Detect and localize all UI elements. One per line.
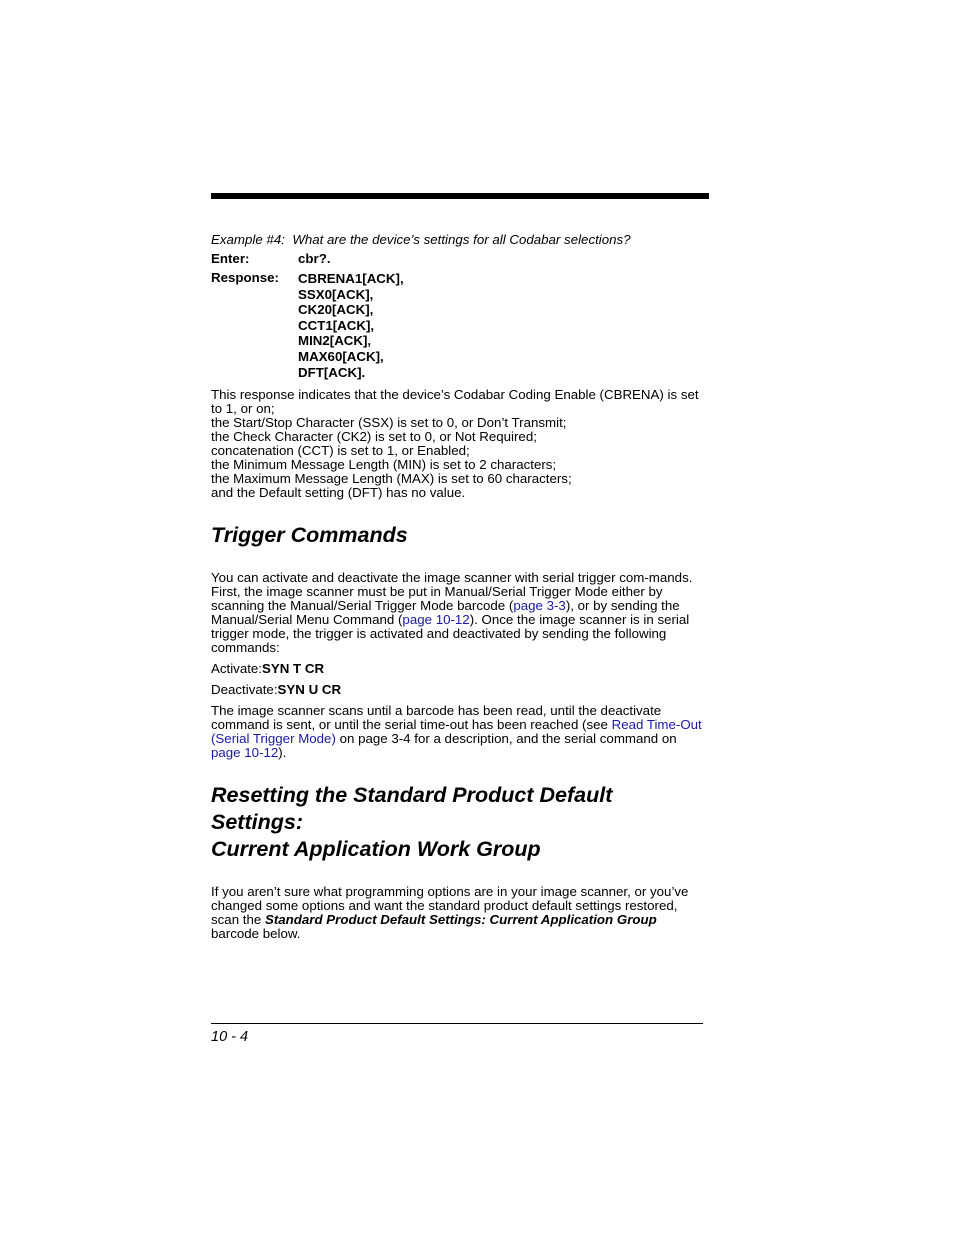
response-line: MAX60[ACK], bbox=[298, 348, 384, 364]
text-run: You can activate and deactivate the image scanner with serial trigger com-mands. First, the image scanner must be put in Manual/Serial Trigger Mode either by scanning the Manual/Serial Trigger Mode barcode ( bbox=[211, 570, 693, 614]
response-line: CK20[ACK], bbox=[298, 302, 374, 318]
explanation-line: the Start/Stop Character (SSX) is set to 0, or Don’t Transmit; bbox=[211, 415, 567, 431]
page-3-3-link[interactable]: page 3-3 bbox=[513, 598, 566, 614]
deactivate-command: SYN U CR bbox=[277, 682, 342, 698]
read-timeout-link[interactable]: Read Time-Out (Serial Trigger Mode) bbox=[211, 717, 702, 747]
deactivate-label: Deactivate: bbox=[211, 682, 278, 698]
text-run: If you aren’t sure what programming options are in your image scanner, or you’ve changed some options and want the standard product default settings restored, scan the bbox=[211, 884, 689, 928]
page-10-12-link[interactable]: page 10-12 bbox=[402, 612, 470, 628]
trigger-paragraph-1 bbox=[211, 571, 706, 655]
example-line bbox=[211, 233, 706, 247]
header-rule bbox=[211, 193, 709, 199]
explanation-line: the Check Character (CK2) is set to 0, or Not Required; bbox=[211, 429, 537, 445]
response-line: DFT[ACK]. bbox=[298, 364, 366, 380]
reset-heading-line-2: Current Application Work Group bbox=[211, 837, 541, 862]
page-content bbox=[211, 233, 706, 941]
trigger-commands-heading: Trigger Commands bbox=[211, 523, 408, 548]
enter-row bbox=[211, 252, 706, 266]
response-line: CCT1[ACK], bbox=[298, 317, 375, 333]
response-line: MIN2[ACK], bbox=[298, 333, 372, 349]
response-values bbox=[298, 271, 404, 380]
explanation-line: This response indicates that the device’s Codabar Coding Enable (CBRENA) is set to 1, or on; bbox=[211, 387, 699, 417]
deactivate-line bbox=[211, 683, 706, 697]
default-settings-barcode-name: Standard Product Default Settings: Current Application Group bbox=[264, 912, 657, 928]
example-label: Example #4: bbox=[211, 232, 285, 247]
explanation-line: the Minimum Message Length (MIN) is set to 2 characters; bbox=[211, 457, 557, 473]
response-label: Response: bbox=[211, 270, 279, 285]
text-run: ). bbox=[278, 745, 287, 761]
activate-line bbox=[211, 662, 706, 676]
reset-paragraph bbox=[211, 885, 706, 941]
response-row bbox=[211, 271, 706, 380]
response-line: SSX0[ACK], bbox=[298, 286, 374, 302]
enter-value: cbr?. bbox=[298, 251, 331, 266]
reset-defaults-heading bbox=[211, 782, 706, 863]
page-number: 10 - 4 bbox=[211, 1029, 249, 1045]
explanation-paragraph bbox=[211, 388, 706, 500]
text-run: ). Once the image scanner is in serial trigger mode, the trigger is activated and deactivated by sending the following commands: bbox=[211, 612, 690, 656]
activate-command: SYN T CR bbox=[262, 661, 325, 677]
example-question: What are the device’s settings for all Codabar selections? bbox=[292, 232, 631, 247]
explanation-line: concatenation (CCT) is set to 1, or Enabled; bbox=[211, 443, 470, 459]
explanation-line: and the Default setting (DFT) has no value. bbox=[211, 485, 466, 501]
text-run: The image scanner scans until a barcode has been read, until the deactivate command is sent, or until the serial time-out has been reached (see bbox=[211, 703, 662, 733]
trigger-paragraph-2 bbox=[211, 704, 706, 760]
explanation-line: the Maximum Message Length (MAX) is set to 60 characters; bbox=[211, 471, 572, 487]
footer-rule bbox=[211, 1023, 703, 1024]
activate-label: Activate: bbox=[211, 661, 262, 677]
enter-label: Enter: bbox=[211, 251, 250, 266]
page-10-12-link-2[interactable]: page 10-12 bbox=[211, 745, 279, 761]
text-run: ), or by sending the Manual/Serial Menu Command ( bbox=[211, 598, 680, 628]
reset-heading-line-1: Resetting the Standard Product Default Settings: bbox=[211, 783, 613, 835]
text-run: on page 3-4 for a description, and the serial command on bbox=[335, 731, 677, 747]
text-run: barcode below. bbox=[211, 926, 301, 942]
response-line: CBRENA1[ACK], bbox=[298, 271, 404, 286]
